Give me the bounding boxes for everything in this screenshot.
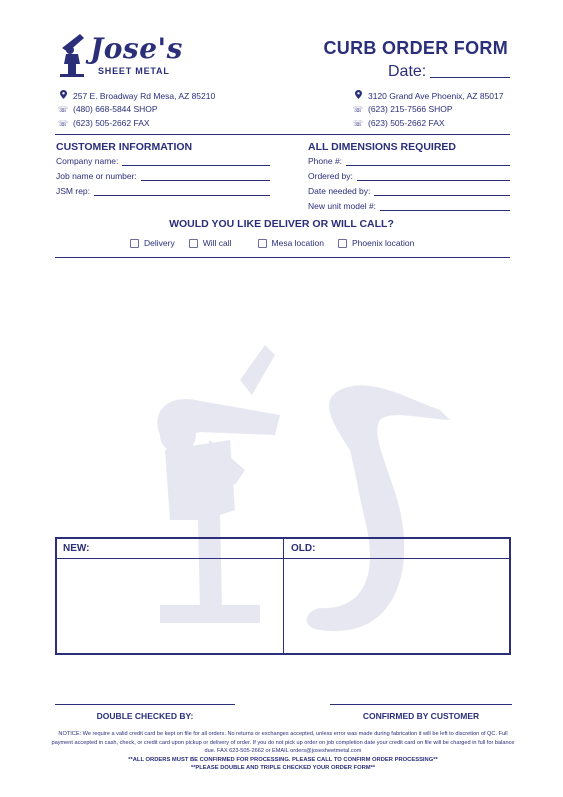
map-pin-icon: [58, 90, 68, 101]
double-checked-label: DOUBLE CHECKED BY:: [96, 711, 194, 721]
checkbox[interactable]: [258, 239, 267, 248]
mesa-address-text: 257 E. Broadway Rd Mesa, AZ 85210: [73, 90, 216, 101]
phone-icon: ☏: [353, 118, 364, 128]
double-checked-line[interactable]: [55, 704, 235, 705]
ordered-by-field[interactable]: [308, 171, 510, 181]
mesa-shop-text: (480) 668-5844 SHOP: [73, 104, 158, 114]
checkbox[interactable]: [189, 239, 198, 248]
field-line: [94, 188, 270, 196]
field-line: [122, 158, 270, 166]
date-field[interactable]: [430, 77, 510, 78]
phoenix-fax-text: (623) 505-2662 FAX: [368, 118, 445, 128]
new-cell[interactable]: [57, 559, 282, 653]
mesa-fax: [58, 118, 150, 128]
notice-line-1: **ALL ORDERS MUST BE CONFIRMED FOR PROCESSING. PLEASE CALL TO CONFIRM ORDER PROCESSING**: [128, 756, 438, 763]
option-label: Phoenix location: [351, 238, 415, 248]
confirmed-label: CONFIRMED BY CUSTOMER: [362, 711, 480, 721]
section-divider: [55, 257, 510, 258]
phone-field[interactable]: [308, 156, 510, 166]
option-label: Mesa location: [271, 238, 324, 248]
notice: [50, 730, 516, 773]
mesa-address: [58, 90, 215, 101]
form-title: CURB ORDER FORM: [323, 38, 508, 58]
field-label: New unit model #:: [308, 201, 377, 211]
company-logo: [58, 30, 198, 82]
delivery-options: [130, 238, 428, 248]
phoenix-shop-text: (623) 215-7566 SHOP: [368, 104, 453, 114]
phone-icon: ☏: [58, 104, 69, 114]
date-needed-field[interactable]: [308, 186, 510, 196]
phoenix-address: [353, 90, 503, 101]
notice-text: NOTICE: We require a valid credit card be kept on file for all orders. No returns or exchanges accepted, unless error was made during fabrication it will be left to discretion of QC. Full payment accepted in cash, check, or credit card upon pickup or delivery of order. If you do not pick up order on job completion date your credit card on file will be charged in full for balance due. FAX 623-505-2662 or EMAIL orders@josesheetmetal.com: [51, 731, 515, 755]
field-label: Job name or number:: [56, 171, 137, 181]
phone-icon: ☏: [58, 118, 69, 128]
worker-icon: [58, 30, 92, 78]
option-phoenix[interactable]: [338, 238, 414, 248]
field-label: Company name:: [56, 156, 119, 166]
new-label: NEW:: [63, 543, 90, 554]
old-cell[interactable]: [284, 559, 509, 653]
notice-line-2: **PLEASE DOUBLE AND TRIPLE CHECKED YOUR ORDER FORM**: [190, 765, 376, 772]
field-line: [141, 173, 270, 181]
field-line: [374, 188, 510, 196]
option-delivery[interactable]: [130, 238, 175, 248]
map-pin-icon: [353, 90, 363, 101]
field-label: Date needed by:: [308, 186, 371, 196]
new-old-table: [55, 537, 511, 655]
job-name-field[interactable]: [56, 171, 270, 181]
dimensions-heading: ALL DIMENSIONS REQUIRED: [308, 141, 456, 153]
customer-heading: CUSTOMER INFORMATION: [56, 141, 193, 153]
old-label: OLD:: [291, 543, 316, 554]
option-label: Delivery: [144, 238, 175, 248]
company-name-field[interactable]: [56, 156, 270, 166]
header-divider: [55, 134, 510, 135]
phoenix-fax: [353, 118, 445, 128]
field-label: JSM rep:: [56, 186, 91, 196]
option-will-call[interactable]: [189, 238, 232, 248]
field-line: [346, 158, 510, 166]
option-label: Will call: [202, 238, 232, 248]
unit-model-field[interactable]: [308, 201, 510, 211]
logo-subtitle: SHEET METAL: [98, 66, 170, 76]
date-label: Date:: [388, 63, 427, 80]
field-label: Ordered by:: [308, 171, 353, 181]
delivery-question: WOULD YOU LIKE DELIVER OR WILL CALL?: [169, 218, 394, 230]
field-line: [380, 203, 510, 211]
field-line: [357, 173, 510, 181]
option-mesa[interactable]: [258, 238, 324, 248]
confirmed-line[interactable]: [330, 704, 512, 705]
jsm-rep-field[interactable]: [56, 186, 270, 196]
mesa-shop-phone: [58, 104, 158, 114]
phone-icon: ☏: [353, 104, 364, 114]
phoenix-address-text: 3120 Grand Ave Phoenix, AZ 85017: [368, 90, 504, 101]
phoenix-shop-phone: [353, 104, 453, 114]
mesa-fax-text: (623) 505-2662 FAX: [73, 118, 150, 128]
checkbox[interactable]: [338, 239, 347, 248]
field-label: Phone #:: [308, 156, 343, 166]
logo-name: Jose's: [90, 32, 183, 65]
checkbox[interactable]: [130, 239, 139, 248]
